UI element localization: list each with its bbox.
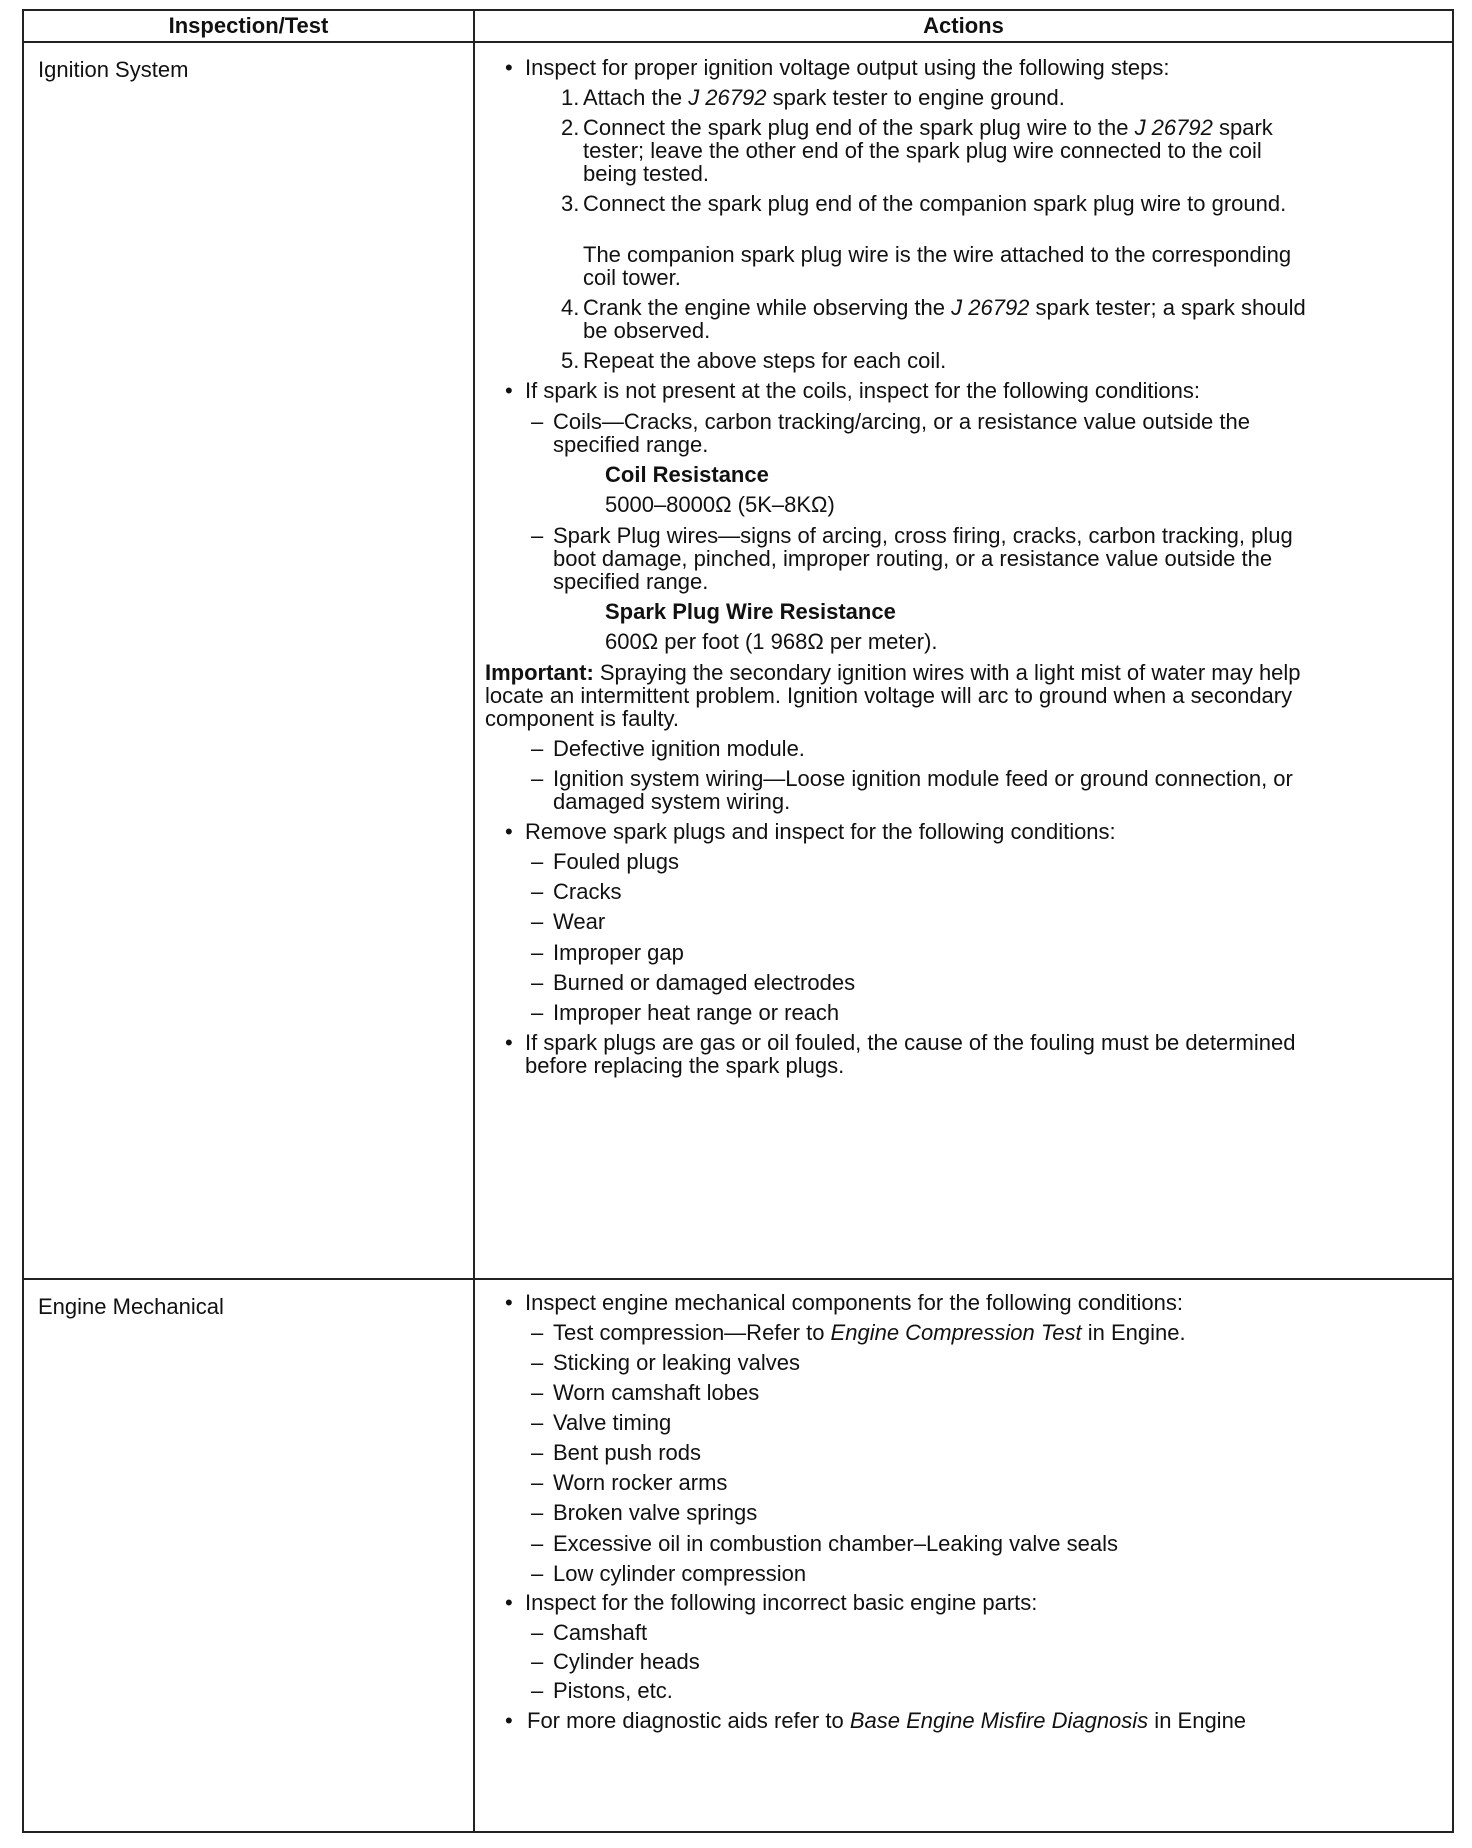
list-marker: – bbox=[531, 409, 544, 434]
action-line: Worn rocker arms bbox=[553, 1470, 728, 1495]
list-marker: – bbox=[531, 940, 544, 965]
action-line: Broken valve springs bbox=[553, 1500, 758, 1525]
list-marker: – bbox=[531, 523, 544, 548]
action-line: locate an intermittent problem. Ignition voltage will arc to ground when a secondary bbox=[485, 683, 1293, 708]
table-header bbox=[24, 11, 1452, 43]
list-marker: – bbox=[531, 736, 544, 761]
list-marker: – bbox=[531, 1410, 544, 1435]
action-line: Camshaft bbox=[553, 1620, 648, 1645]
action-line: Coils—Cracks, carbon tracking/arcing, or a resistance value outside the bbox=[553, 409, 1250, 434]
action-line: 5000–8000Ω (5K–8KΩ) bbox=[605, 492, 835, 517]
table-row bbox=[24, 1280, 1452, 1833]
list-marker: – bbox=[531, 1440, 544, 1465]
list-marker: – bbox=[531, 909, 544, 934]
action-line: Test compression—Refer to Engine Compression Test in Engine. bbox=[553, 1320, 1186, 1345]
action-line: Inspect engine mechanical components for the following conditions: bbox=[525, 1290, 1183, 1315]
action-line: tester; leave the other end of the spark plug wire connected to the coil bbox=[583, 138, 1262, 163]
table-row bbox=[24, 43, 1452, 1280]
action-line: Defective ignition module. bbox=[553, 736, 805, 761]
action-line: boot damage, pinched, improper routing, or a resistance value outside the bbox=[553, 546, 1273, 571]
action-line: Spark Plug Wire Resistance bbox=[605, 599, 896, 624]
row-label-cell bbox=[24, 1280, 475, 1833]
header-inspection-test: Inspection/Test bbox=[24, 11, 475, 41]
action-line: Valve timing bbox=[553, 1410, 672, 1435]
action-line: coil tower. bbox=[583, 265, 681, 290]
action-line: If spark is not present at the coils, inspect for the following conditions: bbox=[525, 378, 1201, 403]
action-line: Connect the spark plug end of the spark plug wire to the J 26792 spark bbox=[583, 115, 1273, 140]
list-marker: – bbox=[531, 1678, 544, 1703]
action-line: Worn camshaft lobes bbox=[553, 1380, 760, 1405]
list-marker: – bbox=[531, 1320, 544, 1345]
list-marker: • bbox=[505, 1290, 513, 1315]
list-marker: – bbox=[531, 1500, 544, 1525]
action-line: before replacing the spark plugs. bbox=[525, 1053, 845, 1078]
action-line: Improper heat range or reach bbox=[553, 1000, 840, 1025]
actions-cell bbox=[475, 1280, 1452, 1833]
action-line: 600Ω per foot (1 968Ω per meter). bbox=[605, 629, 938, 654]
action-line: be observed. bbox=[583, 318, 711, 343]
list-marker: – bbox=[531, 1620, 544, 1645]
list-marker: – bbox=[531, 1350, 544, 1375]
list-marker: 2. bbox=[561, 115, 580, 140]
list-marker: • bbox=[505, 378, 513, 403]
action-line: specified range. bbox=[553, 432, 709, 457]
action-line: Coil Resistance bbox=[605, 462, 769, 487]
action-line: Excessive oil in combustion chamber–Leaking valve seals bbox=[553, 1531, 1118, 1556]
list-marker: – bbox=[531, 970, 544, 995]
action-line: Wear bbox=[553, 909, 606, 934]
list-marker: 4. bbox=[561, 295, 580, 320]
action-line: Sticking or leaking valves bbox=[553, 1350, 801, 1375]
list-marker: • bbox=[505, 1030, 513, 1055]
header-actions: Actions bbox=[923, 13, 1004, 38]
list-marker: 1. bbox=[561, 85, 580, 110]
row-label: Ignition System bbox=[38, 57, 189, 82]
action-line: Low cylinder compression bbox=[553, 1561, 807, 1586]
list-marker: 3. bbox=[561, 191, 580, 216]
action-line: specified range. bbox=[553, 569, 709, 594]
action-line: being tested. bbox=[583, 161, 709, 186]
list-marker: – bbox=[531, 849, 544, 874]
action-line: damaged system wiring. bbox=[553, 789, 791, 814]
action-line: Repeat the above steps for each coil. bbox=[583, 348, 947, 373]
list-marker: 5. bbox=[561, 348, 580, 373]
action-line: Inspect for the following incorrect basic engine parts: bbox=[525, 1590, 1038, 1615]
list-marker: – bbox=[531, 1531, 544, 1556]
row-label: Engine Mechanical bbox=[38, 1294, 224, 1319]
list-marker: – bbox=[531, 1561, 544, 1586]
list-marker: • bbox=[505, 55, 513, 80]
list-marker: – bbox=[531, 766, 544, 791]
action-line: Improper gap bbox=[553, 940, 684, 965]
row-label-cell bbox=[24, 43, 475, 1278]
action-line: Burned or damaged electrodes bbox=[553, 970, 856, 995]
inspection-table bbox=[22, 9, 1454, 1833]
list-marker: – bbox=[531, 1649, 544, 1674]
list-marker: • bbox=[505, 1590, 513, 1615]
action-line: If spark plugs are gas or oil fouled, the cause of the fouling must be determined bbox=[525, 1030, 1296, 1055]
list-marker: – bbox=[531, 1380, 544, 1405]
list-marker: – bbox=[531, 1470, 544, 1495]
action-line: Bent push rods bbox=[553, 1440, 701, 1465]
list-marker: – bbox=[531, 879, 544, 904]
action-line: Crank the engine while observing the J 26792 spark tester; a spark should bbox=[583, 295, 1306, 320]
action-line: Attach the J 26792 spark tester to engine ground. bbox=[583, 85, 1065, 110]
action-line: Ignition system wiring—Loose ignition module feed or ground connection, or bbox=[553, 766, 1293, 791]
action-line: Cylinder heads bbox=[553, 1649, 700, 1674]
list-marker: – bbox=[531, 1000, 544, 1025]
action-line: Remove spark plugs and inspect for the following conditions: bbox=[525, 819, 1116, 844]
action-line: component is faulty. bbox=[485, 706, 680, 731]
list-marker: • bbox=[505, 819, 513, 844]
action-line: Fouled plugs bbox=[553, 849, 679, 874]
action-line: Important: Spraying the secondary ignition wires with a light mist of water may help bbox=[485, 660, 1301, 685]
actions-cell bbox=[475, 43, 1452, 1278]
action-line: Inspect for proper ignition voltage output using the following steps: bbox=[525, 55, 1170, 80]
action-line: Cracks bbox=[553, 879, 622, 904]
list-marker: • bbox=[505, 1708, 513, 1733]
action-line: For more diagnostic aids refer to Base Engine Misfire Diagnosis in Engine bbox=[527, 1708, 1247, 1733]
action-line: Spark Plug wires—signs of arcing, cross firing, cracks, carbon tracking, plug bbox=[553, 523, 1293, 548]
action-line: The companion spark plug wire is the wire attached to the corresponding bbox=[583, 242, 1292, 267]
action-line: Connect the spark plug end of the companion spark plug wire to ground. bbox=[583, 191, 1287, 216]
action-line: Pistons, etc. bbox=[553, 1678, 673, 1703]
